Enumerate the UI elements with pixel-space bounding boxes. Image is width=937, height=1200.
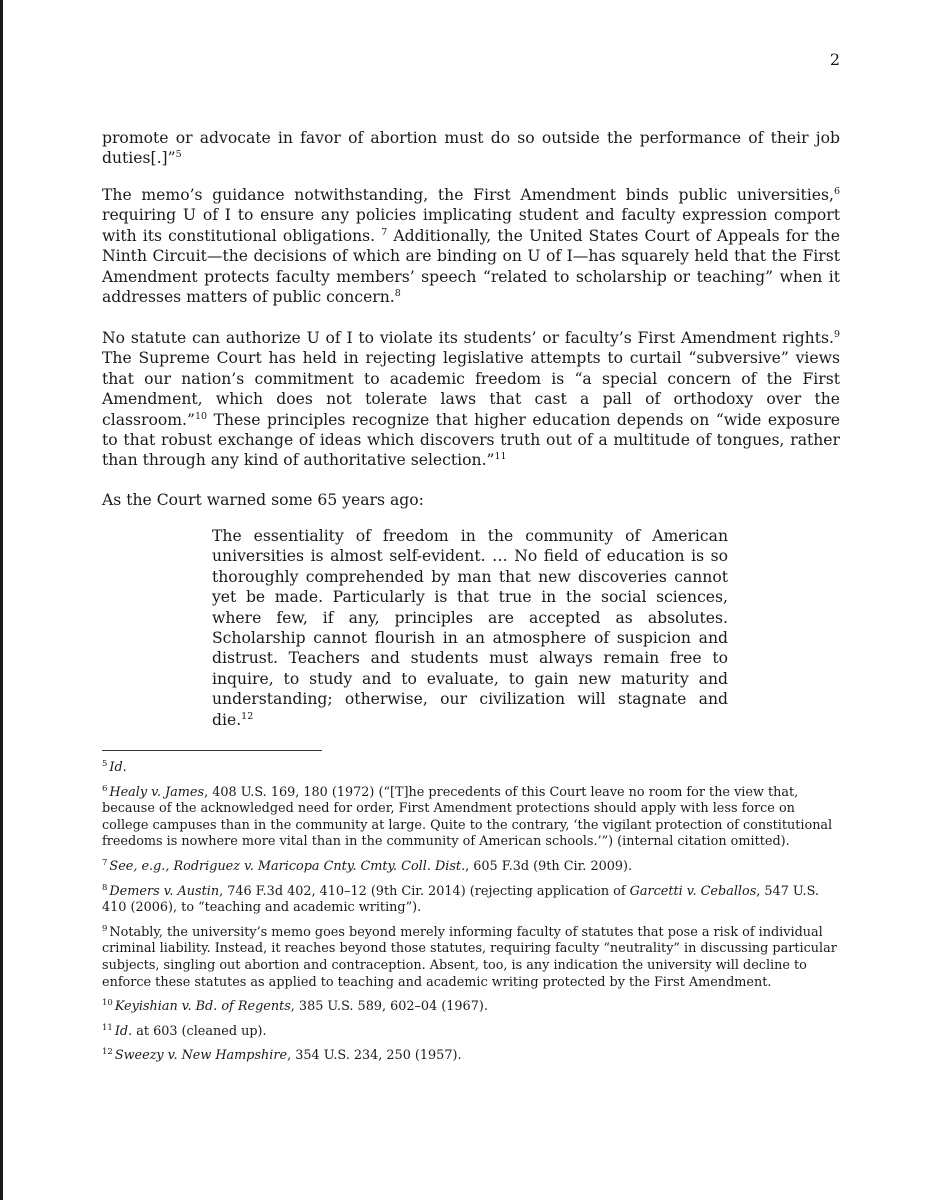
footnote-ref-8[interactable]: 8 bbox=[394, 288, 401, 300]
footnote-9 bbox=[102, 925, 840, 991]
paragraph-1 bbox=[102, 128, 840, 169]
footnote-5 bbox=[102, 760, 840, 777]
paragraph-1-text: promote or advocate in favor of abortion must do so outside the performance of their job duties[.]” bbox=[102, 129, 840, 168]
paragraph-2-sentence-1: The memo’s guidance notwithstanding, the First Amendment binds public universities, bbox=[102, 186, 834, 204]
paragraph-2-sentence-2: requiring U of I to ensure any policies implicating student and faculty expression comport with its constitutional obligations. bbox=[102, 206, 840, 245]
footnote-8 bbox=[102, 884, 840, 917]
footnote-divider bbox=[102, 750, 322, 751]
footnote-citation: Demers v. Austin bbox=[109, 883, 220, 899]
footnote-ref-9[interactable]: 9 bbox=[833, 329, 840, 340]
footnote-citation: Keyishian v. Bd. of Regents bbox=[114, 999, 291, 1015]
paragraph-2-sentence-3: Additionally, the United States Court of Appeals for the Ninth Circuit—the decisions of which are binding on U of I—has squarely held that the First Amendment protects faculty members’ speech “related to scholarship or teaching” when it addresses matters of public concern. bbox=[102, 226, 841, 307]
footnote-citation: Id. bbox=[114, 1023, 133, 1039]
footnote-number: 10 bbox=[102, 998, 113, 1009]
paragraph-3-sentence-3: These principles recognize that higher education depends on “wide exposure to that robust exchange of ideas which discovers truth out of a multitude of tongues, rather than through any kind of authoritative selection.” bbox=[102, 410, 840, 470]
footnote-ref-7[interactable]: 7 bbox=[381, 226, 388, 238]
footnote-11 bbox=[102, 1024, 840, 1041]
footnote-text-2: , 547 U.S. 410 (2006), to “teaching and academic writing”). bbox=[102, 883, 819, 916]
paragraph-4-text: As the Court warned some 65 years ago: bbox=[102, 491, 424, 509]
footnote-7 bbox=[102, 859, 840, 876]
paragraph-3-sentence-2: The Supreme Court has held in rejecting legislative attempts to curtail “subversive” views that our nation’s commitment to academic freedom is “a special concern of the First Amendment, which does not tolerate laws that cast a pall of orthodoxy over the classroom.” bbox=[102, 349, 840, 429]
paragraph-3-sentence-1: No statute can authorize U of I to violate its students’ or faculty’s First Amendment rights. bbox=[102, 329, 834, 347]
footnote-number: 11 bbox=[102, 1022, 113, 1033]
footnote-number: 9 bbox=[102, 923, 108, 934]
footnote-number: 8 bbox=[102, 882, 108, 893]
footnote-ref-10[interactable]: 10 bbox=[194, 410, 208, 422]
footnote-12 bbox=[102, 1048, 840, 1065]
footnote-citation: Healy v. James bbox=[109, 784, 205, 800]
footnote-ref-5[interactable]: 5 bbox=[175, 149, 182, 161]
footnote-citation: Id. bbox=[109, 760, 127, 775]
footnote-number: 5 bbox=[102, 759, 108, 769]
block-quote bbox=[212, 526, 728, 730]
footnote-text: , 354 U.S. 234, 250 (1957). bbox=[287, 1048, 462, 1064]
footnote-number: 12 bbox=[102, 1047, 113, 1058]
paragraph-3 bbox=[102, 328, 840, 471]
footnote-10 bbox=[102, 999, 840, 1016]
footnote-text: , 408 U.S. 169, 180 (1972) (“[T]he precedents of this Court leave no room for the view that, because of the acknowledged need for order, First Amendment protections should apply with less force on college campuses than in the community at large. Quite to the contrary, ‘the vigilant protection of constitutional freedoms is nowhere more vital than in the community of American schools.’”) (internal citation omitted). bbox=[102, 784, 833, 850]
footnotes bbox=[102, 760, 840, 1073]
page-number: 2 bbox=[829, 50, 840, 69]
footnote-citation-2: Garcetti v. Ceballos bbox=[629, 883, 757, 899]
footnote-text: , 605 F.3d (9th Cir. 2009). bbox=[465, 858, 633, 874]
block-quote-text: The essentiality of freedom in the community of American universities is almost self-evident. … No field of education is so thoroughly comprehended by man that new discoveries cannot yet be made. Particularly is that true in the social sciences, where few, if any, principles are accepted as absolutes. Scholarship cannot flourish in an atmosphere of suspicion and distrust. Teachers and students must always remain free to inquire, to study and to evaluate, to gain new maturity and understanding; otherwise, our civilization will stagnate and die. bbox=[212, 527, 728, 729]
footnote-number: 7 bbox=[102, 857, 108, 868]
footnote-citation: Sweezy v. New Hampshire bbox=[114, 1048, 288, 1064]
footnote-text: , 746 F.3d 402, 410–12 (9th Cir. 2014) (rejecting application of bbox=[219, 883, 630, 899]
footnote-citation: See, e.g., Rodriguez v. Maricopa Cnty. Cmty. Coll. Dist. bbox=[109, 858, 466, 874]
footnote-ref-11[interactable]: 11 bbox=[494, 451, 507, 463]
footnote-ref-12[interactable]: 12 bbox=[241, 710, 254, 722]
footnote-number: 6 bbox=[102, 783, 108, 794]
footnote-text: , 385 U.S. 589, 602–04 (1967). bbox=[290, 999, 488, 1015]
paragraph-2 bbox=[102, 185, 840, 307]
footnote-6 bbox=[102, 785, 840, 851]
paragraph-4 bbox=[102, 490, 840, 510]
page-left-edge bbox=[0, 0, 3, 1200]
footnote-ref-6[interactable]: 6 bbox=[833, 186, 840, 197]
footnote-text: Notably, the university’s memo goes beyond merely informing faculty of statutes that pose a risk of individual criminal liability. Instead, it reaches beyond those statutes, requiring faculty “neutrality” in discussing particular subjects, singling out abortion and contraception. Absent, too, is any indication the university will decline to enforce these statutes as applied to teaching and academic writing protected by the First Amendment. bbox=[102, 924, 837, 990]
footnote-text: at 603 (cleaned up). bbox=[132, 1023, 267, 1039]
